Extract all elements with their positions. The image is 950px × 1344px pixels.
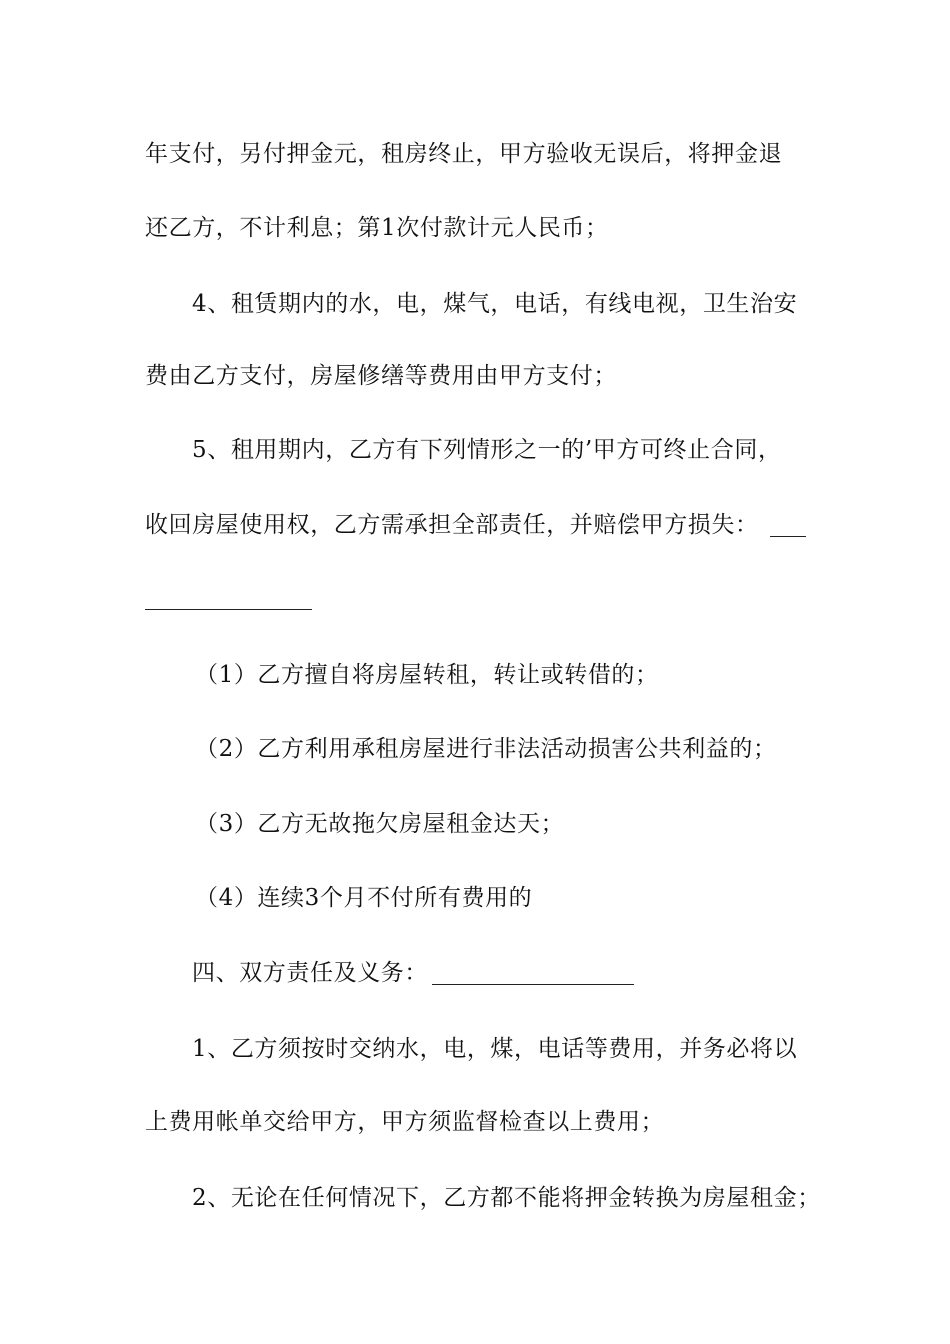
section-heading: 四、双方责任及义务：	[192, 960, 428, 986]
text-line: 收回房屋使用权，乙方需承担全部责任，并赔偿甲方损失：	[145, 512, 759, 538]
text-line: 还乙方，不计利息；第1次付款计元人民币；	[145, 215, 609, 241]
text-line: 5、租用期内，乙方有下列情形之一的’甲方可终止合同，	[192, 437, 782, 463]
blank-underline	[770, 536, 806, 537]
blank-underline	[145, 609, 312, 610]
text-line: （1）乙方擅自将房屋转租，转让或转借的；	[195, 662, 659, 688]
text-line: （4）连续3个月不付所有费用的	[195, 885, 533, 911]
text-line: 1、乙方须按时交纳水，电，煤，电话等费用，并务必将以	[192, 1036, 798, 1062]
text-line: 费由乙方支付，房屋修缮等费用由甲方支付；	[145, 363, 617, 389]
text-line: 2、无论在任何情况下，乙方都不能将押金转换为房屋租金；	[192, 1185, 821, 1211]
text-line: 4、租赁期内的水，电，煤气，电话，有线电视，卫生治安	[192, 291, 798, 317]
text-line: （2）乙方利用承租房屋进行非法活动损害公共利益的；	[195, 736, 777, 762]
text-line: 上费用帐单交给甲方，甲方须监督检查以上费用；	[145, 1109, 665, 1135]
blank-underline	[432, 984, 634, 985]
text-line: 年支付，另付押金元，租房终止，甲方验收无误后，将押金退	[145, 141, 783, 167]
text-line: （3）乙方无故拖欠房屋租金达天；	[195, 811, 565, 837]
